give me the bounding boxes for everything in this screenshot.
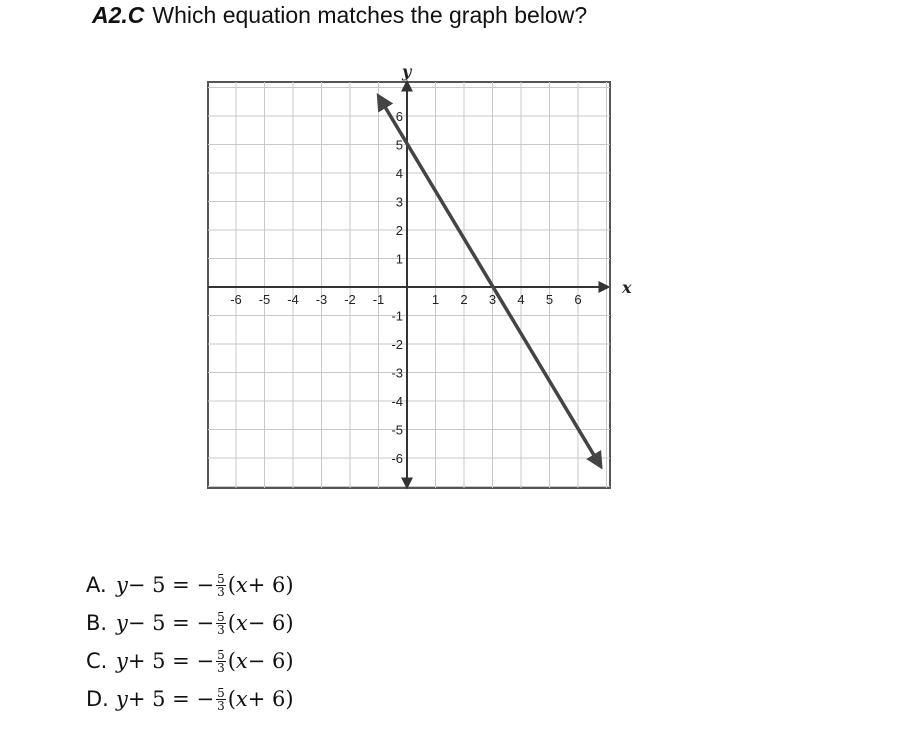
y-tick-label: -5 bbox=[391, 422, 403, 438]
x-axis-label: x bbox=[622, 278, 632, 297]
y-axis-label: y bbox=[402, 62, 412, 81]
y-tick-label: -3 bbox=[391, 365, 403, 381]
fraction: $\frac{5}{3}$ bbox=[217, 647, 225, 675]
y-tick-label: -4 bbox=[391, 394, 403, 409]
coordinate-graph bbox=[195, 60, 645, 500]
fraction: $\frac{5}{3}$ bbox=[217, 571, 225, 599]
question-text bbox=[92, 0, 587, 30]
x-tick-label: 1 bbox=[431, 292, 440, 307]
question-id: A2.C bbox=[92, 2, 145, 28]
y-tick-label: 5 bbox=[395, 137, 403, 153]
fraction: $\frac{5}{3}$ bbox=[217, 609, 225, 637]
y-tick-label: -6 bbox=[391, 451, 403, 466]
x-tick-label: 6 bbox=[574, 292, 582, 307]
x-tick-label: 4 bbox=[517, 292, 525, 307]
x-tick-label: 5 bbox=[545, 292, 554, 307]
graph-svg bbox=[195, 60, 645, 500]
x-tick-label: -3 bbox=[315, 292, 328, 307]
x-tick-label: -1 bbox=[372, 292, 385, 307]
x-tick-label: -6 bbox=[230, 292, 242, 307]
y-tick-label: 6 bbox=[395, 109, 403, 124]
choice-d[interactable] bbox=[86, 680, 294, 718]
x-tick-label: 2 bbox=[460, 292, 468, 307]
choice-letter: A. bbox=[86, 573, 107, 597]
answer-choices bbox=[86, 566, 294, 718]
question-prompt: Which equation matches the graph below? bbox=[152, 2, 588, 28]
choice-letter: C. bbox=[86, 649, 108, 673]
choice-c[interactable] bbox=[86, 642, 294, 680]
y-tick-label: -1 bbox=[391, 308, 403, 324]
choice-equation: y + 5 = − $\frac{5}{3}$ ( x + 6) bbox=[116, 685, 294, 713]
choice-a[interactable] bbox=[86, 566, 294, 604]
x-tick-label: -2 bbox=[344, 292, 356, 307]
x-tick-label: 3 bbox=[488, 292, 497, 307]
x-tick-label: -4 bbox=[287, 292, 299, 307]
y-tick-label: 1 bbox=[395, 251, 403, 267]
choice-equation: y − 5 = − $\frac{5}{3}$ ( x + 6) bbox=[116, 571, 294, 599]
choice-letter: D. bbox=[86, 687, 109, 711]
choice-letter: B. bbox=[86, 611, 108, 635]
y-tick-label: 4 bbox=[395, 166, 403, 181]
fraction: $\frac{5}{3}$ bbox=[217, 685, 225, 713]
y-tick-label: -2 bbox=[391, 337, 403, 352]
choice-equation: y − 5 = − $\frac{5}{3}$ ( x − 6) bbox=[116, 609, 294, 637]
choice-b[interactable] bbox=[86, 604, 294, 642]
choice-equation: y + 5 = − $\frac{5}{3}$ ( x − 6) bbox=[116, 647, 294, 675]
x-tick-label: -5 bbox=[258, 292, 271, 307]
y-tick-label: 3 bbox=[395, 194, 403, 210]
y-tick-label: 2 bbox=[395, 223, 403, 238]
